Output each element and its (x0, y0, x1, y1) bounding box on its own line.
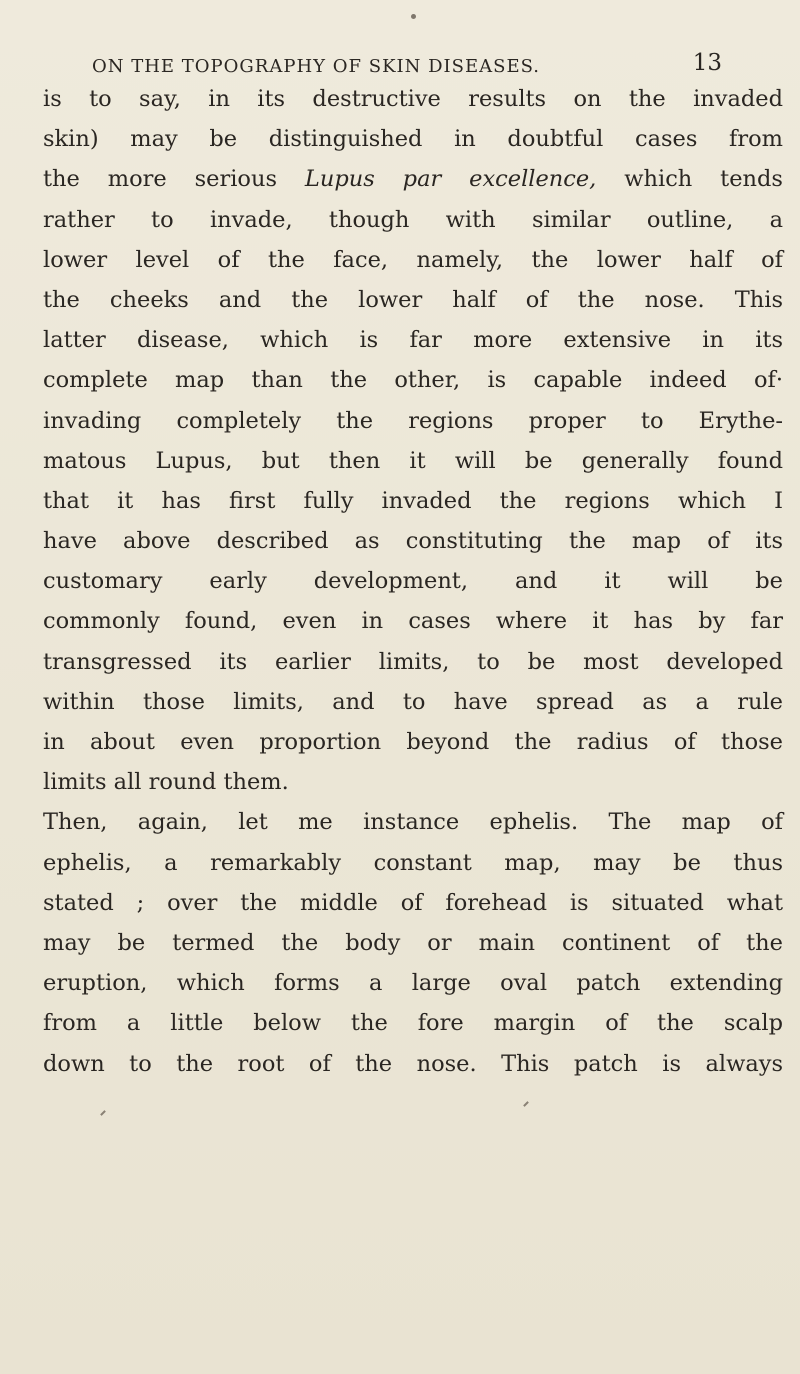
text-line: skin) may be distinguished in doubtful cases from (43, 126, 783, 153)
text-line: the cheeks and the lower half of the nose. This (43, 286, 783, 313)
text-line: may be termed the body or main continent of the (43, 929, 783, 956)
paragraph-end-line: limits all round them. (43, 769, 289, 796)
text-line: transgressed its earlier limits, to be most developed (43, 648, 783, 675)
text-line: commonly found, even in cases where it has by far (43, 608, 783, 635)
text-line: complete map than the other, is capable indeed of· (43, 367, 783, 394)
print-speck (100, 1110, 106, 1116)
text-line: lower level of the face, namely, the lower half of (43, 246, 783, 273)
text-line: from a little below the fore margin of the scalp (43, 1010, 783, 1037)
text-line: ephelis, a remarkably constant map, may be thus (43, 849, 783, 876)
text-line: that it has first fully invaded the regions which I (43, 487, 783, 514)
text-line-start: the more serious (43, 166, 277, 193)
text-line: rather to invade, though with similar outline, a (43, 206, 783, 233)
text-line: within those limits, and to have spread as a rule (43, 688, 783, 715)
text-line (43, 159, 783, 199)
running-head (92, 50, 722, 80)
text-line: in about even proportion beyond the radius of those (43, 729, 783, 755)
text-line: is to say, in its destructive results on the invaded (43, 86, 783, 112)
text-line: latter disease, which is far more extensive in its (43, 327, 783, 354)
running-title: ON THE TOPOGRAPHY OF SKIN DISEASES. (92, 56, 540, 77)
text-line: invading completely the regions proper to Erythe- (43, 407, 783, 434)
text-line-end: which tends (624, 166, 783, 193)
text-line: customary early development, and it will be (43, 568, 783, 595)
body-text (43, 79, 783, 1084)
text-line: eruption, which forms a large oval patch extending (43, 970, 783, 997)
paragraph-start-line: Then, again, let me instance ephelis. The map of (43, 809, 783, 836)
print-speck (523, 1101, 529, 1107)
text-line: have above described as constituting the map of its (43, 528, 783, 555)
text-line: stated ; over the middle of forehead is situated what (43, 889, 783, 916)
text-line: matous Lupus, but then it will be generally found (43, 447, 783, 474)
page-number: 13 (692, 50, 722, 76)
text-line: down to the root of the nose. This patch is always (43, 1050, 783, 1077)
print-speck (411, 14, 416, 19)
italic-phrase: Lupus par excellence, (304, 166, 597, 193)
